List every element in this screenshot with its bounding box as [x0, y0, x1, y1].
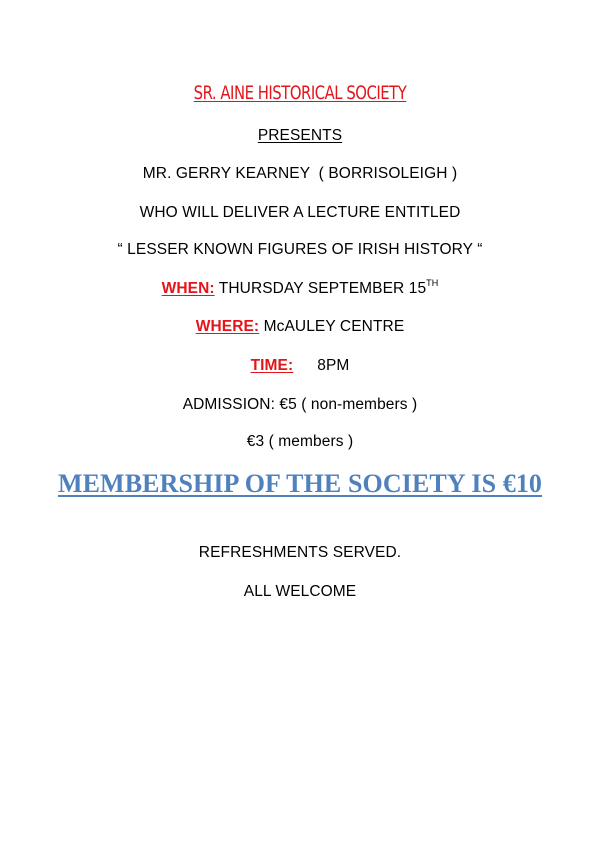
- where-value: McAULEY CENTRE: [259, 318, 405, 335]
- speaker-line: MR. GERRY KEARNEY ( BORRISOLEIGH ): [142, 165, 458, 182]
- welcome-line: ALL WELCOME: [243, 583, 357, 600]
- time-value: 8PM: [317, 357, 350, 374]
- when-label: WHEN:: [161, 280, 215, 297]
- time-label: TIME:: [250, 357, 294, 374]
- where-label: WHERE:: [195, 318, 260, 335]
- time-line: [0, 356, 600, 376]
- admission-non-members: ADMISSION: €5 ( non-members ): [182, 396, 418, 413]
- admission-members: €3 ( members ): [246, 433, 354, 450]
- where-line: [0, 317, 600, 337]
- society-title: SR. AINE HISTORICAL SOCIETY: [193, 82, 407, 104]
- when-ordinal-suffix: TH: [426, 278, 439, 288]
- refreshments-line: REFRESHMENTS SERVED.: [198, 544, 402, 561]
- lecture-title: “ LESSER KNOWN FIGURES OF IRISH HISTORY “: [117, 241, 483, 258]
- presents-heading: PRESENTS: [257, 127, 343, 144]
- when-value: THURSDAY SEPTEMBER 15: [214, 280, 427, 297]
- lecture-intro: WHO WILL DELIVER A LECTURE ENTITLED: [139, 204, 461, 221]
- when-line: [0, 279, 600, 299]
- membership-notice: MEMBERSHIP OF THE SOCIETY IS €10: [57, 469, 543, 498]
